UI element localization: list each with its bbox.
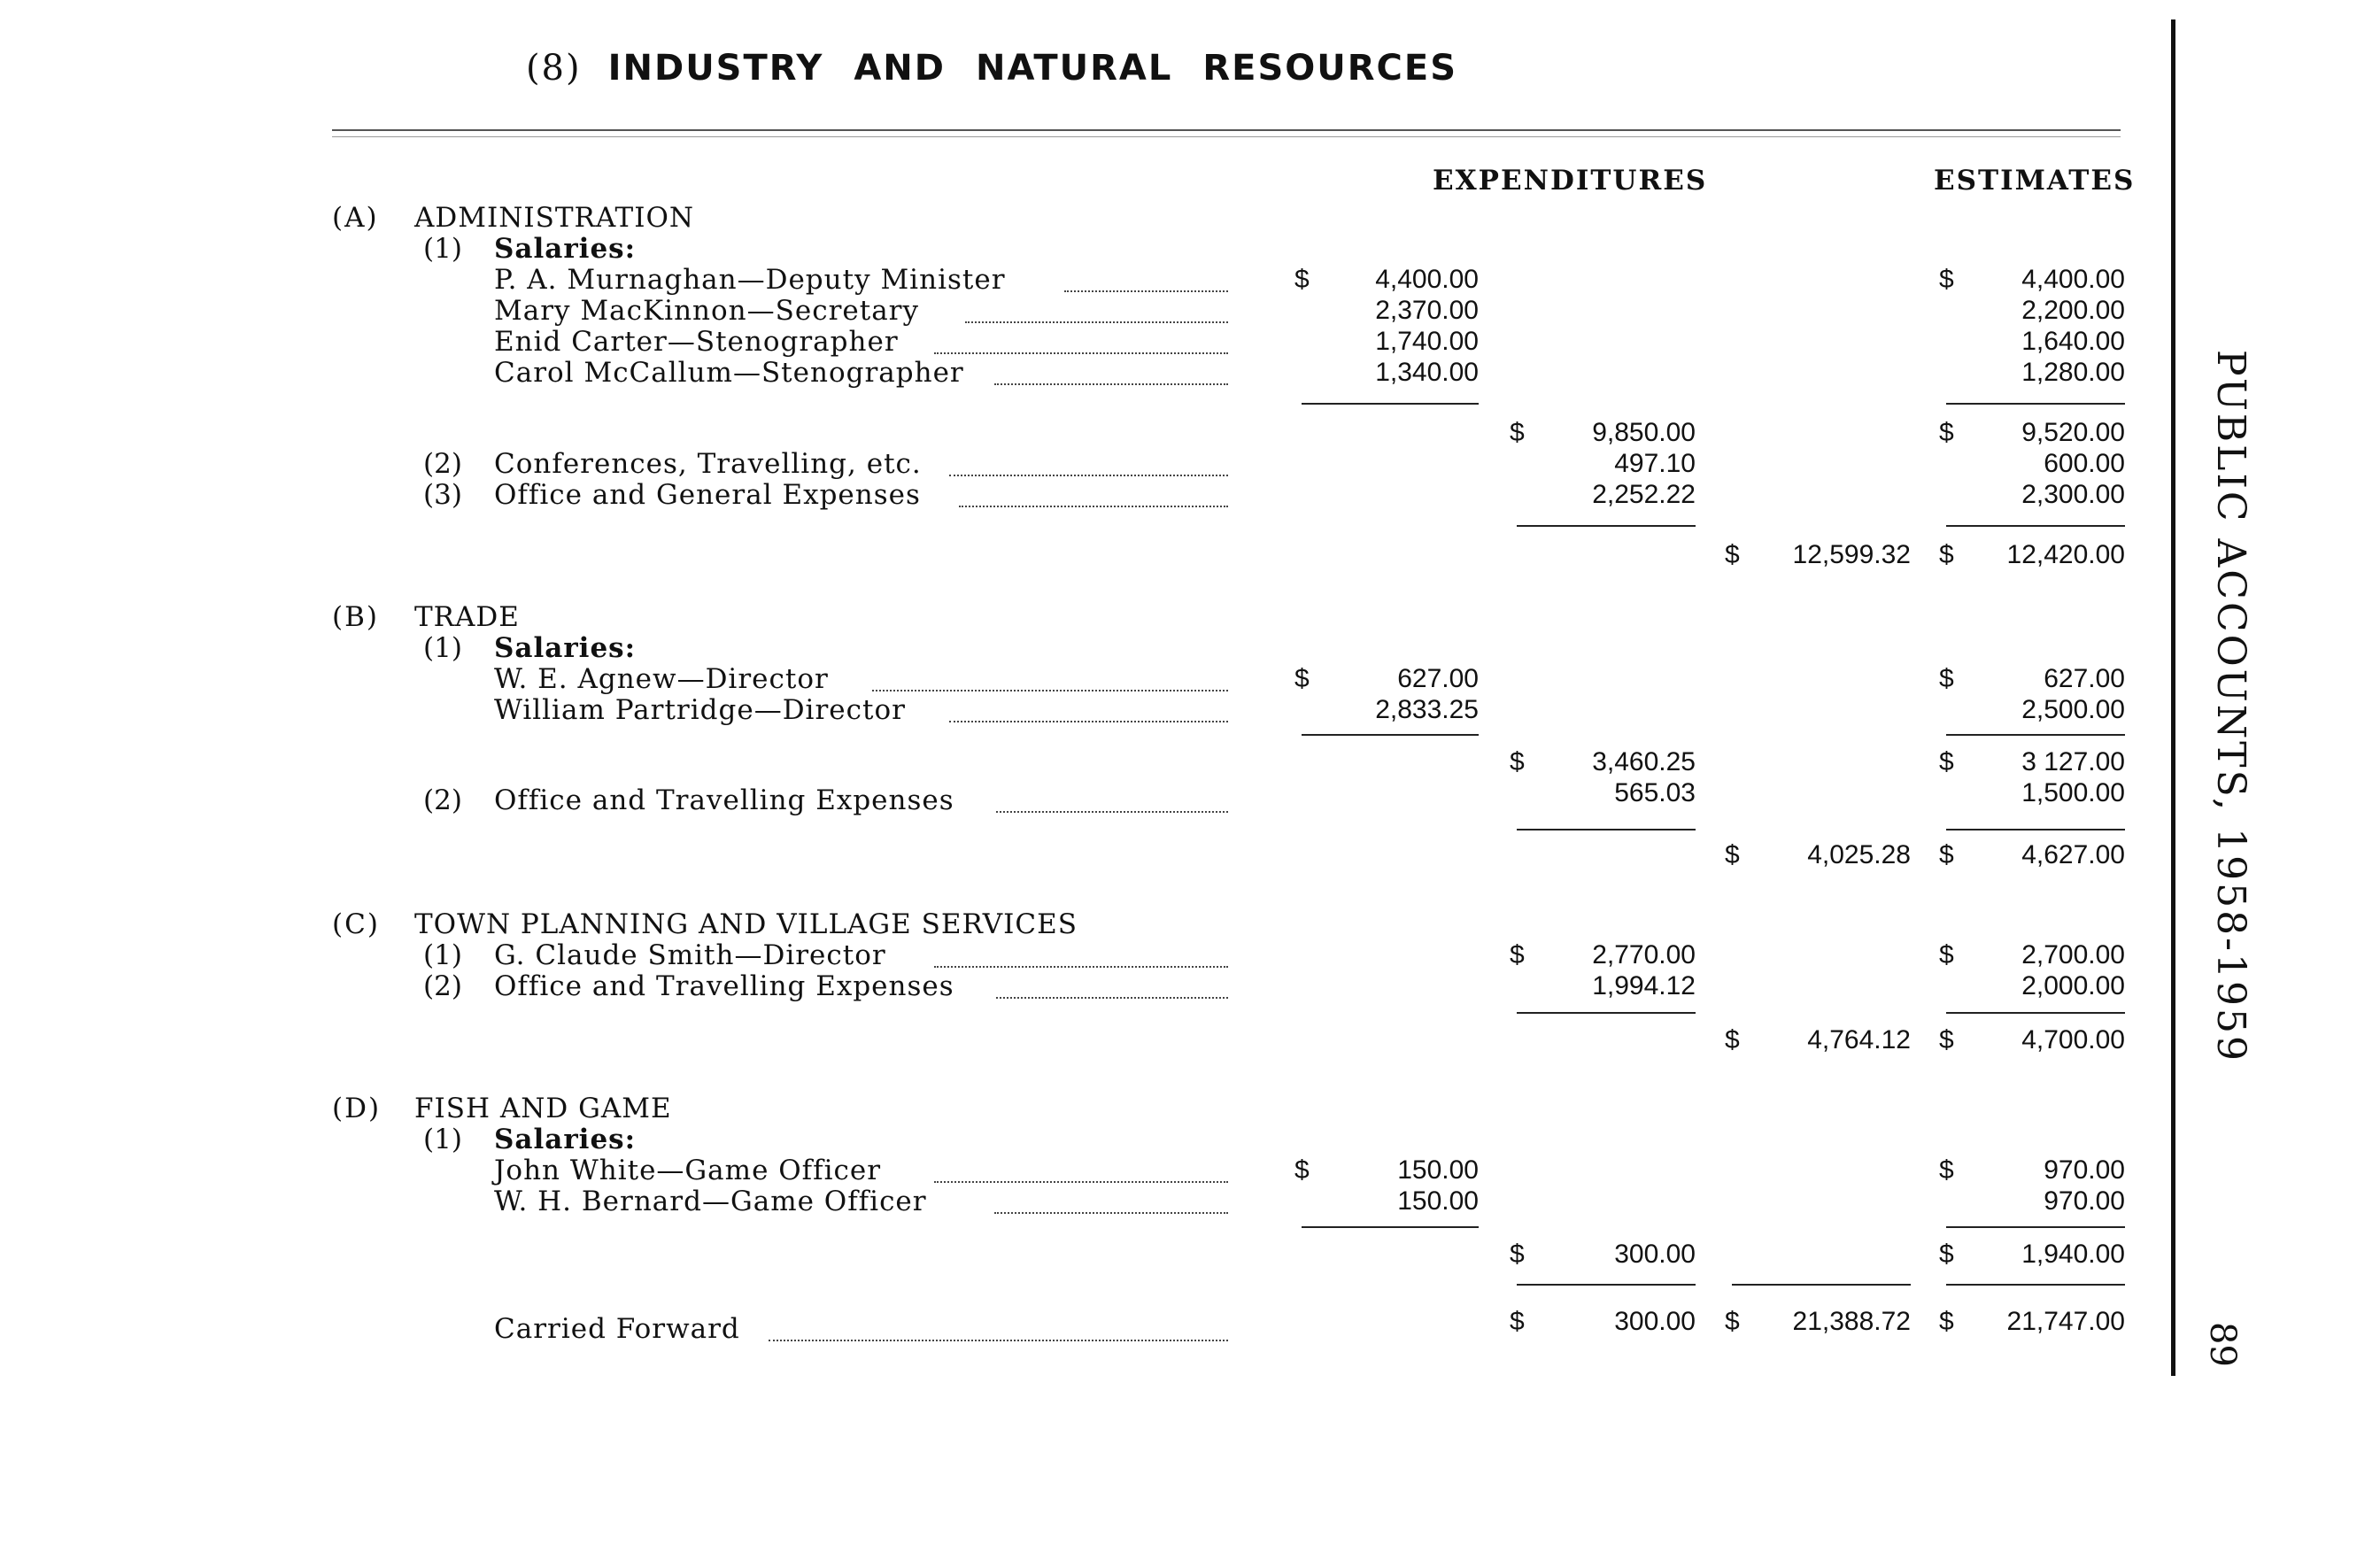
section-d-heading — [0, 1093, 2169, 1124]
section-mark: (A) — [332, 202, 379, 234]
subtotal-rule — [1302, 403, 1479, 405]
expenditure-total-carried: 21,388.72 — [1792, 1307, 1911, 1336]
table-row — [0, 694, 2169, 726]
currency-sign: $ — [1510, 1307, 1525, 1336]
leader-dots — [994, 1212, 1228, 1214]
currency-sign: $ — [1294, 664, 1310, 693]
subtotal-rule — [1946, 525, 2125, 527]
header-rule-thin — [332, 136, 2121, 137]
section-total-row — [0, 839, 2169, 871]
row-label: W. H. Bernard—Game Officer — [494, 1186, 927, 1217]
row-label: John White—Game Officer — [494, 1155, 882, 1186]
section-a-salaries-heading — [0, 233, 2169, 265]
estimate-amount: 2,000.00 — [2021, 971, 2125, 1000]
subtotal-rule — [1302, 734, 1479, 736]
sub-number: (1) — [423, 1124, 462, 1155]
currency-sign: $ — [1939, 540, 1954, 569]
table-row — [0, 264, 2169, 296]
expenditure-amount: 2,370.00 — [1375, 296, 1479, 325]
table-row — [0, 970, 2169, 1002]
table-row — [0, 939, 2169, 971]
table-row — [0, 295, 2169, 327]
expenditure-amount: 565.03 — [1614, 778, 1696, 807]
table-row — [0, 1186, 2169, 1217]
estimate-carried: 21,747.00 — [2006, 1307, 2125, 1336]
leader-dots — [996, 811, 1228, 813]
subtotal-rule — [1946, 734, 2125, 736]
expenditure-carried: 300.00 — [1614, 1307, 1696, 1336]
section-number: (8) — [525, 48, 582, 89]
currency-sign: $ — [1510, 747, 1525, 776]
currency-sign: $ — [1725, 1307, 1740, 1336]
currency-sign: $ — [1939, 747, 1954, 776]
row-label: Office and Travelling Expenses — [494, 970, 954, 1002]
row-label: Conferences, Travelling, etc. — [494, 448, 922, 480]
subtotal-rule — [1946, 829, 2125, 830]
leader-dots — [1064, 290, 1228, 292]
sub-number: (1) — [423, 233, 462, 265]
row-label: Carried Forward — [494, 1313, 740, 1345]
estimate-amount: 2,300.00 — [2021, 480, 2125, 509]
row-label: William Partridge—Director — [494, 694, 906, 726]
estimate-subtotal: 9,520.00 — [2021, 418, 2125, 447]
subtotal-rule — [1946, 1012, 2125, 1014]
estimate-amount: 4,400.00 — [2021, 265, 2125, 294]
currency-sign: $ — [1939, 1025, 1954, 1054]
col-header-expenditures: EXPENDITURES — [1433, 165, 1708, 197]
subtotal-row — [0, 1239, 2169, 1271]
sub-number: (2) — [423, 970, 462, 1002]
row-label: Office and General Expenses — [494, 479, 921, 511]
section-c-heading — [0, 908, 2169, 940]
leader-dots — [949, 721, 1228, 722]
row-label: Carol McCallum—Stenographer — [494, 357, 964, 389]
expenditure-subtotal: 300.00 — [1614, 1240, 1696, 1269]
currency-sign: $ — [1725, 1025, 1740, 1054]
col-header-estimates: ESTIMATES — [1934, 165, 2136, 197]
expenditure-total: 4,025.28 — [1807, 840, 1911, 869]
section-title: FISH AND GAME — [414, 1093, 672, 1124]
table-row — [0, 663, 2169, 695]
expenditure-amount: 497.10 — [1614, 449, 1696, 478]
leader-dots — [949, 475, 1228, 476]
expenditure-amount: 1,994.12 — [1592, 971, 1696, 1000]
leader-dots — [934, 352, 1228, 354]
estimate-total: 4,627.00 — [2021, 840, 2125, 869]
estimate-amount: 1,500.00 — [2021, 778, 2125, 807]
title-word: NATURAL — [975, 48, 1173, 89]
expenditure-amount: 2,833.25 — [1375, 695, 1479, 724]
estimate-amount: 2,200.00 — [2021, 296, 2125, 325]
estimate-amount: 1,640.00 — [2021, 327, 2125, 356]
header-rule — [332, 129, 2121, 131]
subtotal-row — [0, 417, 2169, 449]
expenditure-amount: 150.00 — [1397, 1155, 1479, 1185]
currency-sign: $ — [1939, 664, 1954, 693]
sub-number: (1) — [423, 632, 462, 664]
expenditure-amount: 150.00 — [1397, 1186, 1479, 1216]
row-label: Mary MacKinnon—Secretary — [494, 295, 920, 327]
table-row — [0, 1155, 2169, 1186]
section-title: TRADE — [414, 601, 520, 633]
sub-title: Salaries: — [494, 233, 637, 265]
currency-sign: $ — [1939, 1155, 1954, 1185]
currency-sign: $ — [1510, 1240, 1525, 1269]
leader-dots — [994, 383, 1228, 385]
leader-dots — [872, 690, 1228, 691]
estimate-amount: 970.00 — [2044, 1186, 2125, 1216]
subtotal-rule — [1517, 1012, 1696, 1014]
title-word: RESOURCES — [1202, 48, 1458, 89]
table-row — [0, 326, 2169, 358]
sub-number: (1) — [423, 939, 462, 971]
section-a-heading — [0, 202, 2169, 234]
expenditure-subtotal: 9,850.00 — [1592, 418, 1696, 447]
estimate-amount: 1,280.00 — [2021, 358, 2125, 387]
currency-sign: $ — [1510, 418, 1525, 447]
row-label: Office and Travelling Expenses — [494, 784, 954, 816]
page-number: 89 — [2202, 1322, 2243, 1367]
estimate-amount: 627.00 — [2044, 664, 2125, 693]
currency-sign: $ — [1294, 1155, 1310, 1185]
section-title: ADMINISTRATION — [414, 202, 695, 234]
section-total-row — [0, 1024, 2169, 1056]
margin-rule — [2171, 19, 2175, 1376]
subtotal-rule — [1732, 1284, 1911, 1286]
estimate-amount: 600.00 — [2044, 449, 2125, 478]
estimate-subtotal: 1,940.00 — [2021, 1240, 2125, 1269]
estimate-amount: 2,500.00 — [2021, 695, 2125, 724]
table-row — [0, 778, 2169, 816]
subtotal-rule — [1517, 1284, 1696, 1286]
sub-number: (2) — [423, 784, 462, 816]
section-mark: (C) — [332, 908, 380, 940]
currency-sign: $ — [1939, 840, 1954, 869]
leader-dots — [996, 997, 1228, 999]
sub-title: Salaries: — [494, 632, 637, 664]
sub-number: (3) — [423, 479, 462, 511]
expenditure-total: 12,599.32 — [1792, 540, 1911, 569]
estimate-amount: 970.00 — [2044, 1155, 2125, 1185]
currency-sign: $ — [1939, 1307, 1954, 1336]
subtotal-row — [0, 746, 2169, 778]
sub-title: Salaries: — [494, 1124, 637, 1155]
leader-dots — [959, 506, 1228, 507]
estimate-subtotal: 3 127.00 — [2021, 747, 2125, 776]
expenditure-amount: 4,400.00 — [1375, 265, 1479, 294]
expenditure-amount: 1,740.00 — [1375, 327, 1479, 356]
table-row — [0, 357, 2169, 389]
page-title — [0, 48, 1983, 89]
currency-sign: $ — [1294, 265, 1310, 294]
sub-number: (2) — [423, 448, 462, 480]
section-total-row — [0, 539, 2169, 571]
running-head: PUBLIC ACCOUNTS, 1958-1959 — [2208, 350, 2253, 1063]
expenditure-subtotal: 3,460.25 — [1592, 747, 1696, 776]
section-d-salaries-heading — [0, 1124, 2169, 1155]
leader-dots — [934, 966, 1228, 968]
section-b-salaries-heading — [0, 632, 2169, 664]
subtotal-rule — [1946, 403, 2125, 405]
section-mark: (D) — [332, 1093, 382, 1124]
leader-dots — [769, 1340, 1228, 1341]
row-label: G. Claude Smith—Director — [494, 939, 886, 971]
subtotal-rule — [1517, 525, 1696, 527]
expenditure-amount: 2,252.22 — [1592, 480, 1696, 509]
currency-sign: $ — [1939, 418, 1954, 447]
estimate-total: 12,420.00 — [2006, 540, 2125, 569]
currency-sign: $ — [1939, 940, 1954, 969]
title-word: AND — [854, 48, 946, 89]
row-label: P. A. Murnaghan—Deputy Minister — [494, 264, 1006, 296]
table-row — [0, 448, 2169, 480]
leader-dots — [965, 321, 1228, 323]
subtotal-rule — [1946, 1226, 2125, 1228]
currency-sign: $ — [1939, 265, 1954, 294]
currency-sign: $ — [1939, 1240, 1954, 1269]
leader-dots — [934, 1181, 1228, 1183]
expenditure-total: 4,764.12 — [1807, 1025, 1911, 1054]
subtotal-rule — [1302, 1226, 1479, 1228]
subtotal-rule — [1517, 829, 1696, 830]
estimate-amount: 2,700.00 — [2021, 940, 2125, 969]
currency-sign: $ — [1725, 540, 1740, 569]
section-mark: (B) — [332, 601, 379, 633]
subtotal-rule — [1946, 1284, 2125, 1286]
expenditure-amount: 1,340.00 — [1375, 358, 1479, 387]
currency-sign: $ — [1510, 940, 1525, 969]
section-title: TOWN PLANNING AND VILLAGE SERVICES — [414, 908, 1078, 940]
currency-sign: $ — [1725, 840, 1740, 869]
expenditure-amount: 627.00 — [1397, 664, 1479, 693]
title-word: INDUSTRY — [607, 48, 824, 89]
section-b-heading — [0, 601, 2169, 633]
carried-forward-row — [0, 1306, 2169, 1345]
row-label: W. E. Agnew—Director — [494, 663, 829, 695]
expenditure-amount: 2,770.00 — [1592, 940, 1696, 969]
table-row — [0, 479, 2169, 511]
estimate-total: 4,700.00 — [2021, 1025, 2125, 1054]
row-label: Enid Carter—Stenographer — [494, 326, 899, 358]
